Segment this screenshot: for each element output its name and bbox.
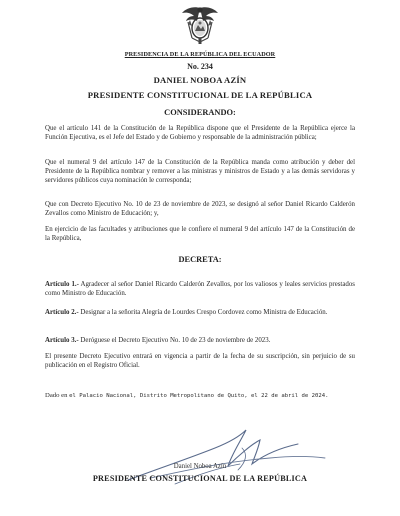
presidency-header: PRESIDENCIA DE LA REPÚBLICA DEL ECUADOR [124, 51, 276, 58]
ecuador-coat-of-arms-icon [178, 4, 222, 48]
considerando-paragraph: Que el artículo 141 de la Constitución de la República dispone que el Presidente de la República ejerce la Función Ejecutiva, es el Jefe del Estado y de Gobierno y responsable de la administración pública; [45, 125, 355, 141]
considerando-paragraph: Que con Decreto Ejecutivo No. 10 de 23 de noviembre de 2023, se designó al señor Daniel Ricardo Calderón Zevallos como Ministro de Educación; y, [45, 201, 355, 217]
president-title: PRESIDENTE CONSTITUCIONAL DE LA REPÚBLICA [87, 90, 313, 100]
decreta-heading: DECRETA: [178, 255, 222, 264]
president-name: DANIEL NOBOA AZÍN [153, 75, 247, 85]
article-text: Designar a la señorita Alegría de Lourdes Crespo Cordovez como Ministra de Educación. [78, 309, 328, 316]
decree-number: No. 234 [187, 62, 213, 71]
considerando-paragraph: Que el numeral 9 del artículo 147 de la Constitución de la República manda como atribución y deber del Presidente de la República nombrar y remover a las ministras y ministros de Estado y a las demás servidoras y servidores públicos cuya nominación le corresponda; [45, 159, 355, 184]
article-text: Deróguese el Decreto Ejecutivo No. 10 de 23 de noviembre de 2023. [78, 337, 271, 344]
article-2 [45, 308, 355, 317]
dado-prefix: Dado en [45, 392, 70, 399]
article-text: Agradecer al señor Daniel Ricardo Calderón Zevallos, por los valiosos y leales servicios prestados como Ministro de Educación. [45, 281, 355, 297]
signer-name: Daniel Noboa Azín [173, 463, 227, 470]
article-1 [45, 280, 355, 298]
closing-paragraph: El presente Decreto Ejecutivo entrará en vigencia a partir de la fecha de su suscripción, sin perjuicio de su publicación en el Registro Oficial. [45, 353, 355, 369]
article-3 [45, 336, 355, 345]
dado-line [45, 392, 365, 399]
dado-text: el Palacio Nacional, Distrito Metropolitano de Quito, el 22 de abril de 2024. [69, 393, 329, 399]
considerando-heading: CONSIDERANDO: [164, 108, 236, 117]
considerando-paragraph: En ejercicio de las facultades y atribuciones que le confiere el numeral 9 del artículo 147 de la Constitución de la República, [45, 226, 355, 242]
article-label: Artículo 2.- [45, 309, 79, 316]
article-label: Artículo 1.- [45, 281, 79, 288]
signer-title: PRESIDENTE CONSTITUCIONAL DE LA REPÚBLICA [92, 474, 308, 483]
article-label: Artículo 3.- [45, 337, 79, 344]
